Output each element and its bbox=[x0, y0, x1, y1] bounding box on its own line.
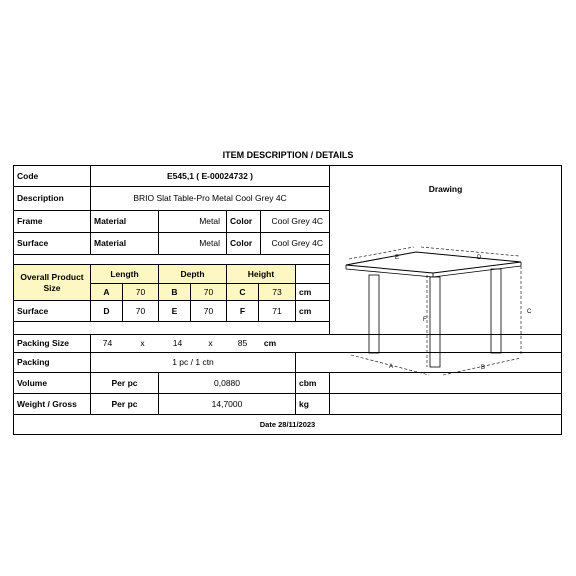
volume-value: 0,0880 bbox=[158, 372, 296, 394]
frame-color-label: Color bbox=[226, 210, 261, 233]
packing-height: 85 bbox=[237, 338, 248, 349]
packing-label: Packing bbox=[13, 352, 91, 373]
table-top bbox=[346, 252, 521, 273]
table-drawing bbox=[331, 241, 561, 381]
frame-material-label: Material bbox=[90, 210, 159, 233]
surface-label: Surface bbox=[13, 232, 91, 255]
dim-label-d: D bbox=[477, 255, 482, 261]
packing-length: 74 bbox=[102, 338, 113, 349]
weight-label: Weight / Gross bbox=[13, 393, 91, 415]
dim-a-value: 70 bbox=[122, 283, 159, 301]
volume-per: Per pc bbox=[90, 372, 159, 394]
dim-label-f: F bbox=[423, 317, 427, 323]
overall-size-label bbox=[13, 264, 91, 301]
dim-label-b: B bbox=[481, 365, 486, 371]
height-header: Height bbox=[226, 264, 296, 284]
volume-label: Volume bbox=[13, 372, 91, 394]
unit-header bbox=[295, 264, 330, 284]
packing-value: 1 pc / 1 ctn bbox=[90, 352, 296, 373]
dim-c-letter: C bbox=[226, 283, 259, 301]
weight-unit: kg bbox=[295, 393, 330, 415]
frame-material-value: Metal bbox=[158, 210, 227, 233]
spacer-row-2 bbox=[13, 321, 330, 335]
dim-e-letter: E bbox=[158, 300, 191, 322]
dim-f-value: 71 bbox=[258, 300, 296, 322]
surface-size-label: Surface bbox=[13, 300, 91, 322]
overall-size-label-line2: Size bbox=[43, 283, 61, 293]
surface-color-value: Cool Grey 4C bbox=[260, 232, 330, 255]
frame-label: Frame bbox=[13, 210, 91, 233]
dim-e-value: 70 bbox=[190, 300, 227, 322]
packing-width: 14 bbox=[172, 338, 183, 349]
weight-blank bbox=[329, 393, 562, 415]
frame-color-value: Cool Grey 4C bbox=[260, 210, 330, 233]
table-leg-front-left bbox=[369, 275, 379, 353]
dim-d-value: 70 bbox=[122, 300, 159, 322]
length-header: Length bbox=[90, 264, 159, 284]
dim-label-e: E bbox=[395, 255, 400, 261]
dim-a-letter: A bbox=[90, 283, 123, 301]
code-value: E545,1 ( E-00024732 ) bbox=[90, 165, 330, 187]
table-leg-right bbox=[491, 269, 501, 353]
description-value: BRIO Slat Table-Pro Metal Cool Grey 4C bbox=[90, 186, 330, 211]
volume-unit: cbm bbox=[295, 372, 330, 394]
weight-value: 14,7000 bbox=[158, 393, 296, 415]
code-label: Code bbox=[13, 165, 91, 187]
packing-size-label: Packing Size bbox=[13, 334, 91, 353]
dim-f-letter: F bbox=[226, 300, 259, 322]
surface-size-unit: cm bbox=[295, 300, 330, 322]
weight-per: Per pc bbox=[90, 393, 159, 415]
overall-size-label-line1: Overall Product bbox=[20, 271, 84, 282]
dim-b-letter: B bbox=[158, 283, 191, 301]
surface-color-label: Color bbox=[226, 232, 261, 255]
dim-c-value: 73 bbox=[258, 283, 296, 301]
surface-material-label: Material bbox=[90, 232, 159, 255]
table-leg-front bbox=[430, 277, 440, 367]
date-footer: Date 28/11/2023 bbox=[13, 414, 562, 435]
dim-d-letter: D bbox=[90, 300, 123, 322]
packing-unit: cm bbox=[263, 338, 277, 349]
description-label: Description bbox=[13, 186, 91, 211]
dim-label-c: C bbox=[527, 309, 532, 315]
drawing-label: Drawing bbox=[428, 184, 463, 194]
packing-x2: x bbox=[208, 338, 213, 349]
packing-x1: x bbox=[140, 338, 145, 349]
depth-header: Depth bbox=[158, 264, 227, 284]
dim-label-a: A bbox=[389, 364, 394, 370]
overall-unit: cm bbox=[295, 283, 330, 301]
surface-material-value: Metal bbox=[158, 232, 227, 255]
dim-b-value: 70 bbox=[190, 283, 227, 301]
document-title: ITEM DESCRIPTION / DETAILS bbox=[222, 150, 354, 160]
